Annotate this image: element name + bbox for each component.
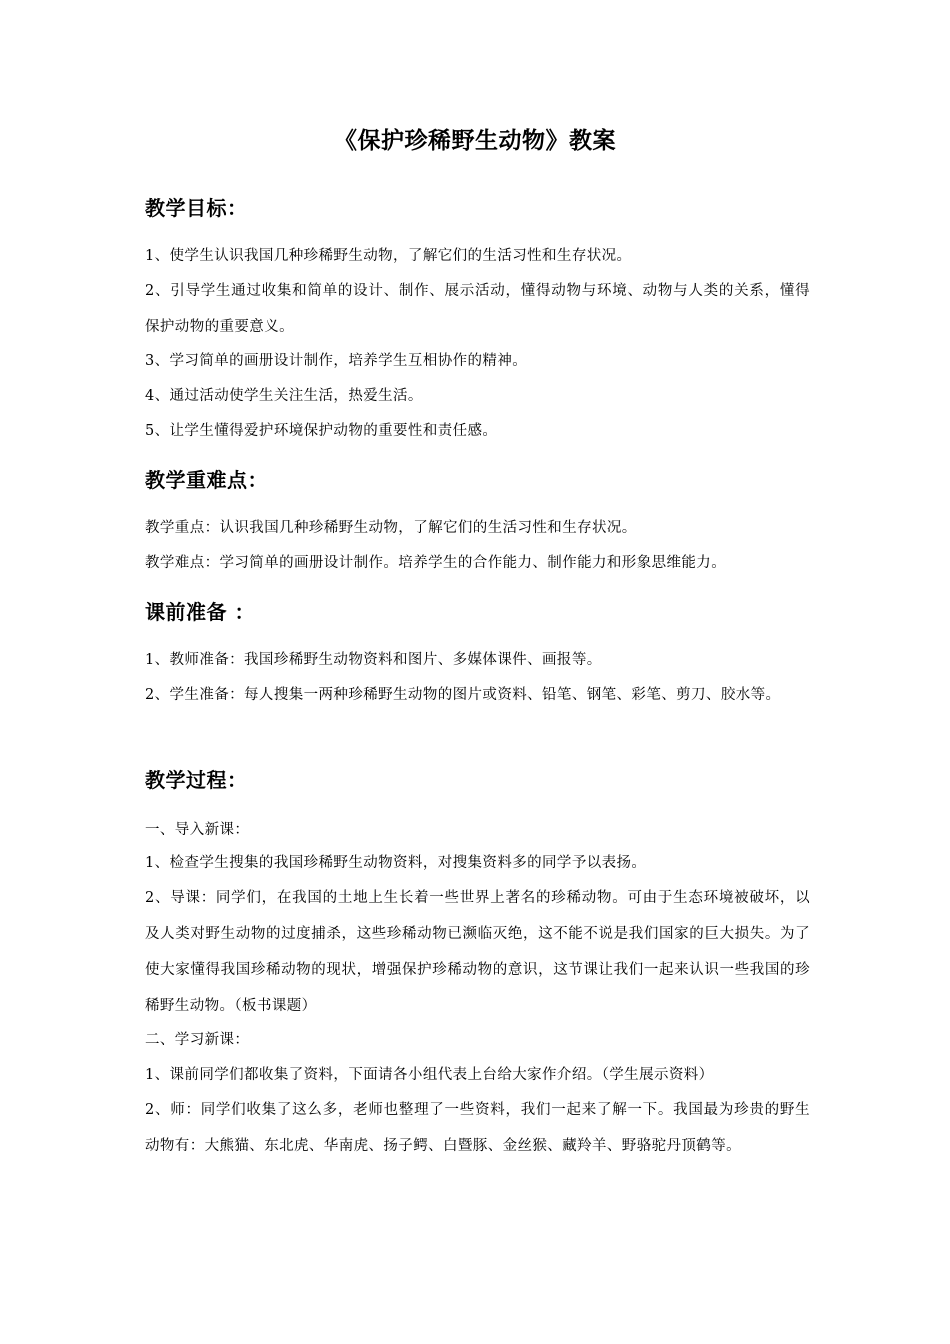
section-heading-goals: 教学目标：: [145, 196, 248, 220]
preparation-item-1: 1、教师准备：我国珍稀野生动物资料和图片、多媒体课件、画报等。: [145, 652, 602, 668]
document-title: 《保护珍稀野生动物》教案: [334, 128, 616, 154]
process-item-2: 1、检查学生搜集的我国珍稀野生动物资料，对搜集资料多的同学予以表扬。: [145, 855, 647, 871]
section-heading-key-points: 教学重难点：: [145, 468, 268, 492]
process-item-6: 2、师：同学们收集了这么多，老师也整理了一些资料，我们一起来了解一下。我国最为珍贵的野生动物有：大熊猫、东北虎、华南虎、扬子鳄、白暨豚、金丝猴、藏羚羊、野骆驼丹顶鹤等。: [145, 1102, 810, 1154]
process-item-3: 2、导课：同学们，在我国的土地上生长着一些世界上著名的珍稀动物。可由于生态环境被破坏，以及人类对野生动物的过度捕杀，这些珍稀动物已濒临灭绝，这不能不说是我们国家的巨大损失。为了使大家懂得我国珍稀动物的现状，增强保护珍稀动物的意识，这节课让我们一起来认识一些我国的珍稀野生动物。（板书课题）: [145, 890, 810, 1014]
key-point-item-1: 教学重点：认识我国几种珍稀野生动物，了解它们的生活习性和生存状况。: [145, 520, 637, 536]
key-point-item-2: 教学难点：学习简单的画册设计制作。培养学生的合作能力、制作能力和形象思维能力。: [145, 555, 727, 571]
process-item-5: 1、课前同学们都收集了资料，下面请各小组代表上台给大家作介绍。（学生展示资料）: [145, 1067, 714, 1083]
section-heading-preparation: 课前准备 ：: [145, 600, 255, 624]
goal-item-3: 3、学习简单的画册设计制作，培养学生互相协作的精神。: [145, 353, 528, 369]
goal-item-1: 1、使学生认识我国几种珍稀野生动物，了解它们的生活习性和生存状况。: [145, 248, 632, 264]
goal-item-4: 4、通过活动使学生关注生活，热爱生活。: [145, 388, 423, 404]
process-item-1: 一、导入新课：: [145, 822, 250, 838]
section-heading-process: 教学过程：: [145, 768, 248, 792]
preparation-item-2: 2、学生准备：每人搜集一两种珍稀野生动物的图片或资料、铅笔、钢笔、彩笔、剪刀、胶水等。: [145, 687, 781, 703]
goal-item-5: 5、让学生懂得爱护环境保护动物的重要性和责任感。: [145, 423, 498, 439]
goal-item-2: 2、引导学生通过收集和简单的设计、制作、展示活动，懂得动物与环境、动物与人类的关系，懂得保护动物的重要意义。: [145, 283, 810, 335]
process-item-4: 二、学习新课：: [145, 1032, 250, 1048]
